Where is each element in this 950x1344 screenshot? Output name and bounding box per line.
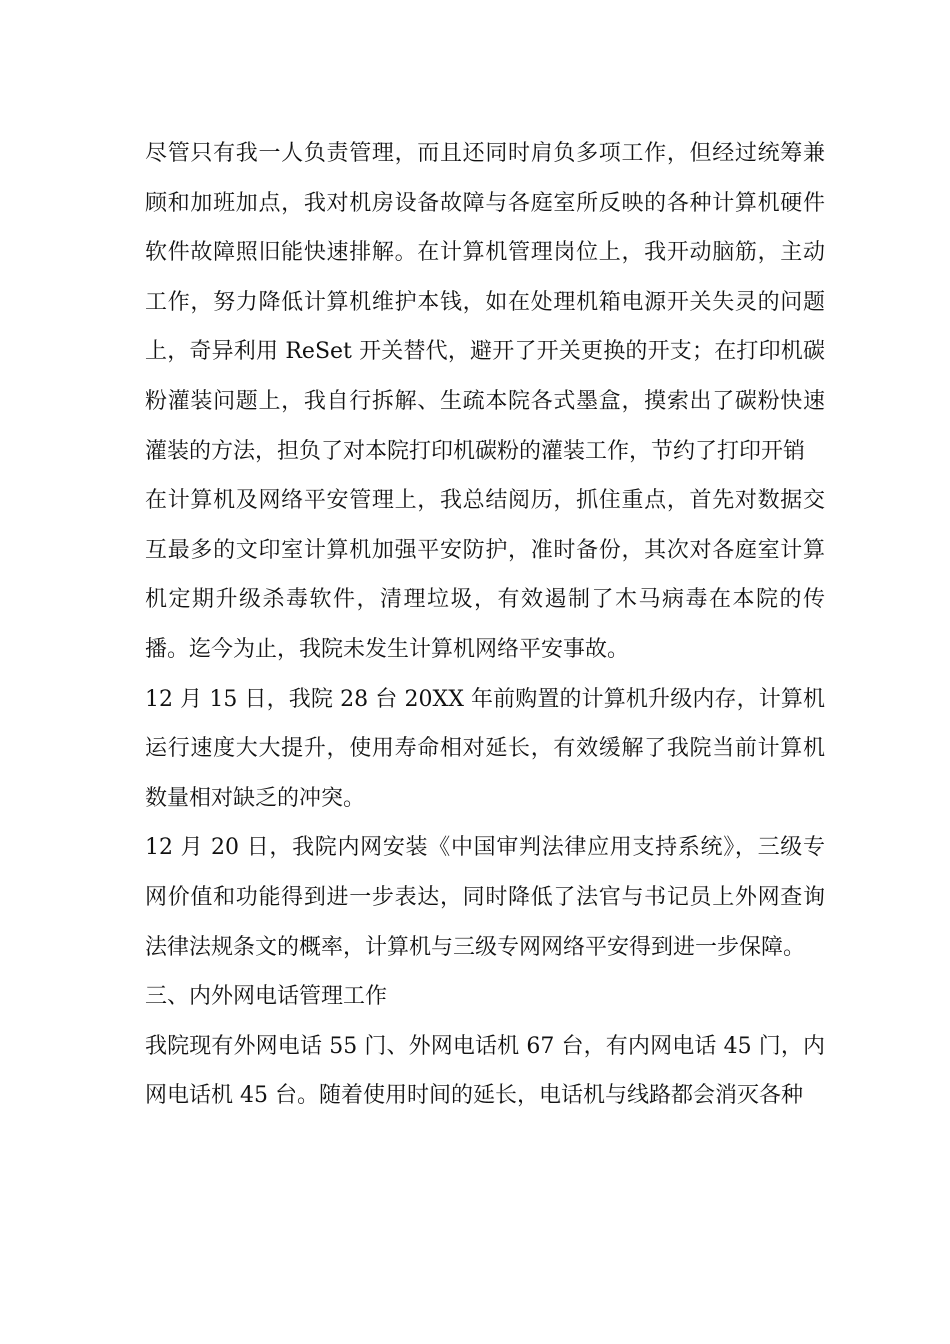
paragraph-legal-system: 12 月 20 日，我院内网安装《中国审判法律应用支持系统》，三级专网价值和功能得到进一步表达，同时降低了法官与书记员上外网查询法律法规条文的概率，计算机与三级专网网络平安得到进一步保障。 (145, 835, 825, 960)
paragraph-maintenance: 尽管只有我一人负责管理，而且还同时肩负多项工作，但经过统筹兼顾和加班加点，我对机房设备故障与各庭室所反映的各种计算机硬件软件故障照旧能快速排解。在计算机管理岗位上，我开动脑筋，主动工作，努力降低计算机维护本钱，如在处理机箱电源开关失灵的问题上，奇异利用 ReSet 开关替代，避开了开关更换的开支；在打印机碳粉灌装问题上，我自行拆解、生疏本院各式墨盒，摸索出了碳粉快速灌装的方法，担负了对本院打印机碳粉的灌装工作，节约了打印开销 (145, 141, 825, 464)
document-body (145, 129, 825, 1121)
section-heading-telephone: 三、内外网电话管理工作 (145, 984, 388, 1010)
paragraph-memory-upgrade: 12 月 15 日，我院 28 台 20XX 年前购置的计算机升级内存，计算机运行速度大大提升，使用寿命相对延长，有效缓解了我院当前计算机数量相对缺乏的冲突。 (145, 686, 825, 811)
paragraph-telephone: 我院现有外网电话 55 门、外网电话机 67 台，有内网电话 45 门，内网电话机 45 台。随着使用时间的延长，电话机与线路都会消灭各种 (145, 1033, 825, 1109)
paragraph-network-security: 在计算机及网络平安管理上，我总结阅历，抓住重点，首先对数据交互最多的文印室计算机加强平安防护，准时备份，其次对各庭室计算机定期升级杀毒软件，清理垃圾，有效遏制了木马病毒在本院的传播。迄今为止，我院未发生计算机网络平安事故。 (145, 488, 825, 662)
